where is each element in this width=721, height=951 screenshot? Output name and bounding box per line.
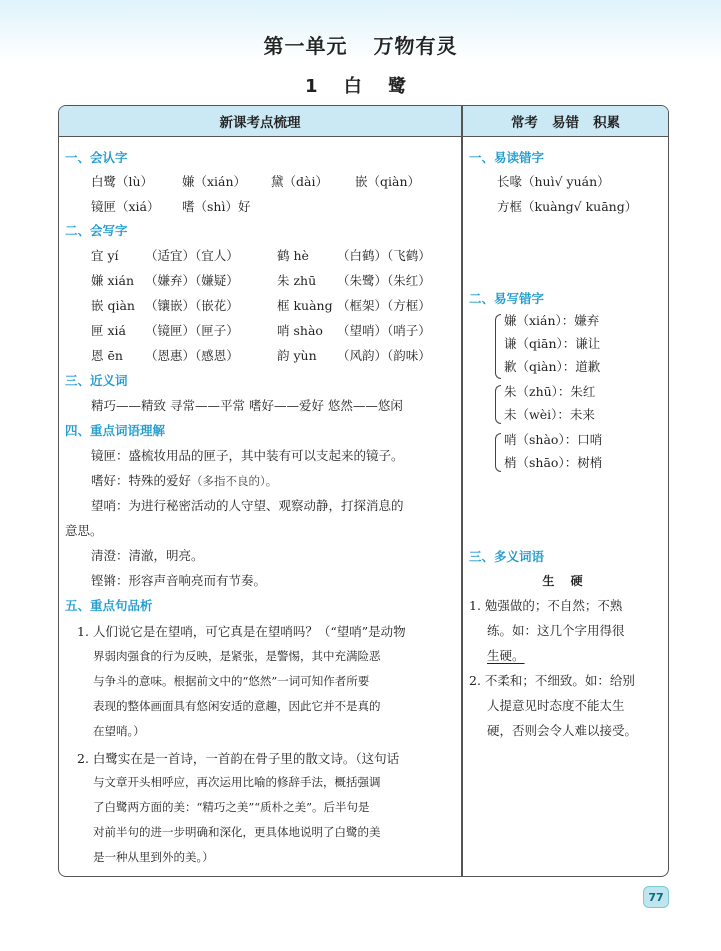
polysemy-def: 练。如：这几个字用得很 — [487, 623, 625, 638]
sentence-analysis: 与争斗的意味。根据前文中的“悠然”一词可知作者所要 — [93, 674, 370, 688]
miswrite-item: 未（wèi）：未来 — [504, 407, 595, 422]
sentence-analysis: 对前半句的进一步明确和深化，更具体地说明了白鹭的美 — [93, 825, 381, 839]
write-char: 匣 xiá — [91, 323, 126, 338]
sentence-analysis: 了白鹭两方面的美：“精巧之美”“质朴之美”。后半句是 — [93, 800, 370, 814]
write-words: （恩惠）（感恩） — [145, 348, 239, 363]
synonym-line: 精巧——精致 寻常——平常 嗜好——爱好 悠然——悠闲 — [91, 398, 403, 413]
section-title-recognize: 一、会认字 — [65, 150, 128, 165]
write-char: 朱 zhū — [277, 273, 317, 288]
write-words: （白鹤）（飞鹤） — [337, 248, 431, 263]
word-meaning: 嗜好：特殊的爱好（多指不良的）。 — [91, 473, 278, 488]
recognize-item: 镜匣（xiá） — [91, 199, 160, 214]
write-words: （框架）（方框） — [337, 298, 431, 313]
recognize-item: 白鹭（lù） — [91, 174, 154, 189]
sentence-analysis: 界弱肉强食的行为反映，是紧张，是警惕，其中充满险恶 — [93, 649, 381, 663]
word-meaning: 意思。 — [65, 523, 103, 538]
polysemy-def: 硬，否则会令人难以接受。 — [487, 723, 638, 738]
write-char: 宜 yí — [91, 248, 119, 263]
recognize-item: 嗜（shì）好 — [182, 199, 251, 214]
sentence-analysis: 与文章开头相呼应，再次运用比喻的修辞手法，概括强调 — [93, 775, 381, 789]
write-char: 韵 yùn — [277, 348, 317, 363]
write-words: （望哨）（哨子） — [337, 323, 431, 338]
section-title-word-meaning: 四、重点词语理解 — [65, 423, 166, 438]
polysemy-def: 2. 不柔和；不细致。如：给别 — [469, 673, 635, 688]
sentence-analysis: 1. 人们说它是在望哨，可它真是在望哨吗？（“望哨”是动物 — [77, 624, 406, 639]
write-char: 嵌 qiàn — [91, 298, 135, 313]
section-title-sentence-analysis: 五、重点句品析 — [65, 598, 153, 613]
page-number: 77 — [643, 886, 669, 908]
section-title-synonyms: 三、近义词 — [65, 373, 128, 388]
miswrite-item: 歉（qiàn）：道歉 — [504, 359, 601, 374]
write-words: （风韵）（韵味） — [337, 348, 431, 363]
left-column-heading: 新课考点梳理 — [59, 106, 461, 137]
word-meaning: 铿锵：形容声音响亮而有节奏。 — [91, 573, 267, 588]
miswrite-item: 哨（shào）：口哨 — [504, 432, 603, 447]
column-divider — [461, 106, 463, 876]
write-char: 哨 shào — [277, 323, 323, 338]
sentence-analysis: 2. 白鹭实在是一首诗，一首韵在骨子里的散文诗。（这句话 — [77, 751, 400, 766]
polysemy-def: 人提意见时态度不能太生 — [487, 698, 625, 713]
brace — [495, 433, 501, 472]
unit-title: 第一单元 万物有灵 — [263, 34, 458, 58]
word-meaning: 清澄：清澈，明亮。 — [91, 548, 204, 563]
brace — [495, 385, 501, 424]
polysemy-word: 生 硬 — [542, 574, 589, 588]
right-column-heading: 常考 易错 积累 — [463, 106, 668, 137]
lesson-title: 1 白 鹭 — [304, 76, 417, 97]
write-words: （嫌弃）（嫌疑） — [145, 273, 239, 288]
write-words: （朱鹭）（朱红） — [337, 273, 431, 288]
section-title-misread: 一、易读错字 — [469, 150, 545, 165]
word-meaning: 镜匣：盛梳妆用品的匣子，其中装有可以支起来的镜子。 — [91, 448, 404, 463]
word-meaning: 望哨：为进行秘密活动的人守望、观察动静，打探消息的 — [91, 498, 404, 513]
sentence-analysis: 在望哨。） — [93, 724, 145, 738]
write-char: 嫌 xián — [91, 273, 135, 288]
write-char: 框 kuàng — [277, 298, 333, 313]
misread-item: 方框（kuàng√ kuāng） — [497, 199, 638, 214]
recognize-item: 黛（dài） — [271, 174, 328, 189]
polysemy-def: 1. 勉强做的；不自然；不熟 — [469, 598, 623, 613]
sentence-analysis: 是一种从里到外的美。） — [93, 850, 214, 864]
section-title-miswrite: 二、易写错字 — [469, 291, 545, 306]
miswrite-item: 谦（qiān）：谦让 — [504, 336, 601, 351]
write-words: （镜匣）（匣子） — [145, 323, 239, 338]
write-words: （镶嵌）（嵌花） — [145, 298, 239, 313]
sentence-analysis: 表现的整体画面具有悠闲安适的意趣，因此它并不是真的 — [93, 699, 381, 713]
section-title-write: 二、会写字 — [65, 223, 128, 238]
recognize-item: 嫌（xián） — [182, 174, 247, 189]
brace — [495, 314, 501, 379]
section-title-polysemy: 三、多义词语 — [469, 549, 545, 564]
write-words: （适宜）（宜人） — [145, 248, 239, 263]
recognize-item: 嵌（qiàn） — [355, 174, 421, 189]
miswrite-item: 梢（shāo）：树梢 — [504, 455, 603, 470]
miswrite-item: 嫌（xián）：嫌弃 — [504, 313, 600, 328]
write-char: 鹤 hè — [277, 248, 309, 263]
misread-item: 长喙（huì√ yuán） — [497, 174, 610, 189]
polysemy-def: 生硬。 — [487, 648, 525, 663]
write-char: 恩 ēn — [91, 348, 123, 363]
content-frame — [58, 105, 669, 877]
miswrite-item: 朱（zhū）：朱红 — [504, 384, 596, 399]
